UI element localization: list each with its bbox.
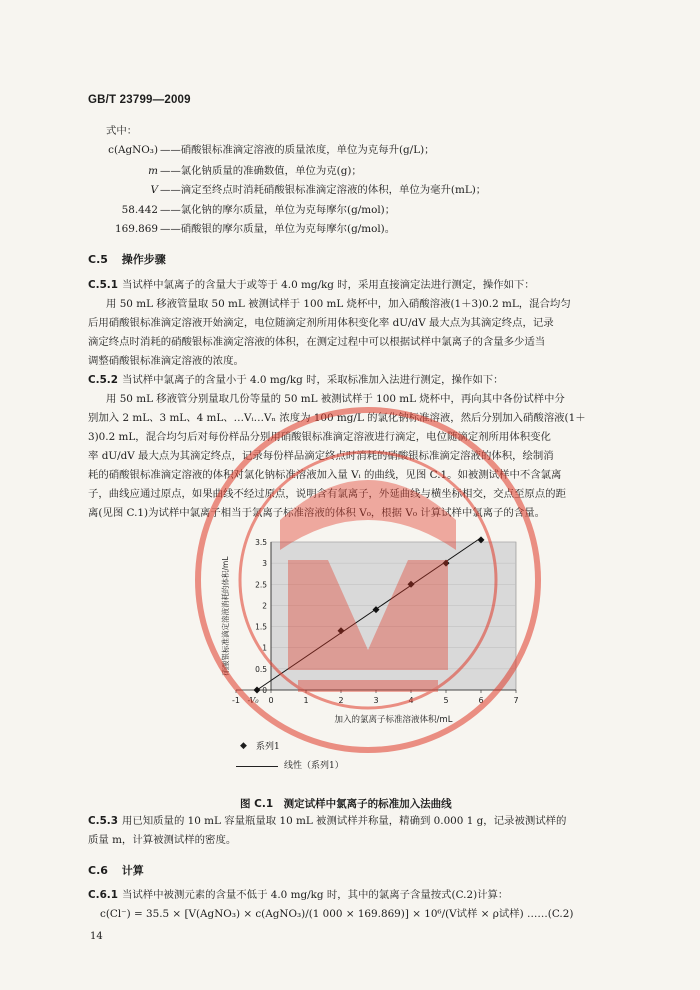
y-tick-label: 3 (262, 559, 267, 569)
y-axis-label: 硝酸银标准滴定溶液消耗的体积/mL (221, 556, 230, 676)
x-tick-label: 3 (373, 696, 379, 705)
y-tick-label: 3.5 (255, 538, 267, 547)
paragraph-line: 用已知质量的 10 mL 容量瓶量取 10 mL 被测试样并称量，精确到 0.000 1 g，记录被测试样的 (122, 815, 567, 827)
clause-number: C.6.1 (88, 889, 118, 901)
standard-number-header: GB/T 23799—2009 (88, 94, 191, 106)
data-point (254, 687, 261, 694)
y-tick-label: 0 (262, 686, 267, 695)
paragraph-line: 用 50 mL 移液管量取 50 mL 被测试样于 100 mL 烧杯中，加入硝酸溶液(1＋3)0.2 mL，混合均匀 (106, 298, 571, 310)
x-tick-label: 2 (338, 696, 344, 705)
section-c5-heading (88, 251, 166, 267)
x-tick-label: 6 (478, 696, 484, 705)
x-axis-label: 加入的氯离子标准溶液体积/mL (334, 715, 453, 725)
x-tick-label: 7 (513, 696, 519, 705)
x-tick-label: 1 (303, 696, 309, 705)
plot-area (271, 542, 516, 690)
section-number: C.5 (88, 253, 108, 266)
y-tick-label: 2.5 (255, 580, 267, 590)
paragraph-line: 质量 m，计算被测试样的密度。 (88, 834, 237, 846)
clause-number: C.5.1 (88, 279, 118, 291)
paragraph-line: 别加入 2 mL、3 mL、4 mL、…Vᵢ…Vₙ 浓度为 100 mg/L 的氯化钠标准溶液，然后分别加入硝酸溶液(1＋ (88, 412, 586, 424)
paragraph-line: 离(见图 C.1)为试样中氯离子相当于氯离子标准溶液的体积 V₀，根据 V₀ 计算试样中氯离子的含量。 (88, 507, 545, 519)
legend-series-marker-icon: ◆ (240, 741, 247, 751)
page-number: 14 (90, 931, 103, 942)
where-description: ——氯化钠的摩尔质量，单位为克每摩尔(g/mol)； (160, 204, 396, 216)
paragraph-line: 子，曲线应通过原点，如果曲线不经过原点，说明含有氯离子，外延曲线与横坐标相交，交点至原点的距 (88, 488, 566, 500)
y-tick-label: 1 (262, 643, 267, 653)
paragraph-line: 滴定终点时消耗的硝酸银标准滴定溶液的体积，在测定过程中可以根据试样中氯离子的含量多少适当 (88, 336, 546, 348)
y-tick-label: 0.5 (255, 664, 267, 674)
where-symbol: V (150, 184, 158, 196)
where-symbol: 58.442 (121, 204, 158, 216)
where-label: 式中： (106, 125, 138, 137)
paragraph-line: 当试样中氯离子的含量小于 4.0 mg/kg 时，采取标准加入法进行测定，操作如下： (122, 374, 504, 386)
standard-addition-chart (196, 530, 536, 770)
where-symbol: c(AgNO₃) (108, 144, 158, 156)
paragraph-line: 耗的硝酸银标准滴定溶液的体积对氯化钠标准溶液加入量 Vᵢ 的曲线，见图 C.1。如被测试样中不含氯离 (88, 469, 562, 481)
y-tick-label: 2 (262, 601, 267, 611)
where-symbol: m (148, 165, 158, 177)
legend-series-label: 系列1 (256, 742, 280, 752)
where-description: ——滴定至终点时消耗硝酸银标准滴定溶液的体积，单位为毫升(mL)； (160, 184, 487, 196)
legend-line-icon (236, 766, 278, 767)
y-tick-label: 1.5 (255, 622, 267, 632)
section-number: C.6 (88, 864, 108, 877)
x-tick-label: 4 (408, 696, 414, 705)
x-tick-label: 0 (268, 696, 274, 705)
section-title: 操作步骤 (121, 253, 166, 266)
formula-c2: c(Cl⁻) = 35.5 × [V(AgNO₃) × c(AgNO₃)/(1 000 × 169.869)] × 10⁶/(V试样 × ρ试样) ……(C.2) (100, 908, 574, 920)
paragraph-line: 率 dU/dV 最大点为其滴定终点，记录每份样品滴定终点时消耗的硝酸银标准滴定溶液的体积，绘制消 (88, 450, 554, 462)
section-title: 计算 (121, 864, 144, 877)
where-symbol: 169.869 (115, 223, 158, 235)
paragraph-line: 调整硝酸银标准滴定溶液的浓度。 (88, 355, 244, 367)
x-tick-label: 5 (443, 696, 449, 705)
legend-linear-label: 线性（系列1） (284, 761, 344, 771)
clause-number: C.5.2 (88, 374, 118, 386)
v0-label: -V₀ (247, 696, 259, 705)
clause-number: C.5.3 (88, 815, 118, 827)
paragraph-line: 当试样中被测元素的含量不低于 4.0 mg/kg 时，其中的氯离子含量按式(C.2)计算： (122, 889, 509, 901)
paragraph-line: 用 50 mL 移液管分别量取几份等量的 50 mL 被测试样于 100 mL 烧杯中，再向其中各份试样中分 (106, 393, 565, 405)
where-description: ——氯化钠质量的准确数值，单位为克(g)； (160, 165, 362, 177)
figure-caption: 图 C.1 测定试样中氯离子的标准加入法曲线 (240, 798, 452, 810)
where-description: ——硝酸银标准滴定溶液的质量浓度，单位为克每升(g/L)； (160, 144, 435, 156)
paragraph-line: 当试样中氯离子的含量大于或等于 4.0 mg/kg 时，采用直接滴定法进行测定，操作如下： (122, 279, 535, 291)
paragraph-line: 3)0.2 mL，混合均匀后对每份样品分别用硝酸银标准滴定溶液进行滴定，电位随滴定剂所用体积变化 (88, 431, 551, 443)
section-c6-heading (88, 862, 144, 878)
figure-c1 (196, 530, 536, 770)
where-description: ——硝酸银的摩尔质量，单位为克每摩尔(g/mol)。 (160, 223, 396, 235)
x-tick-label: -1 (232, 696, 240, 705)
paragraph-line: 后用硝酸银标准滴定溶液开始滴定，电位随滴定剂所用体积变化率 dU/dV 最大点为其滴定终点，记录 (88, 317, 554, 329)
